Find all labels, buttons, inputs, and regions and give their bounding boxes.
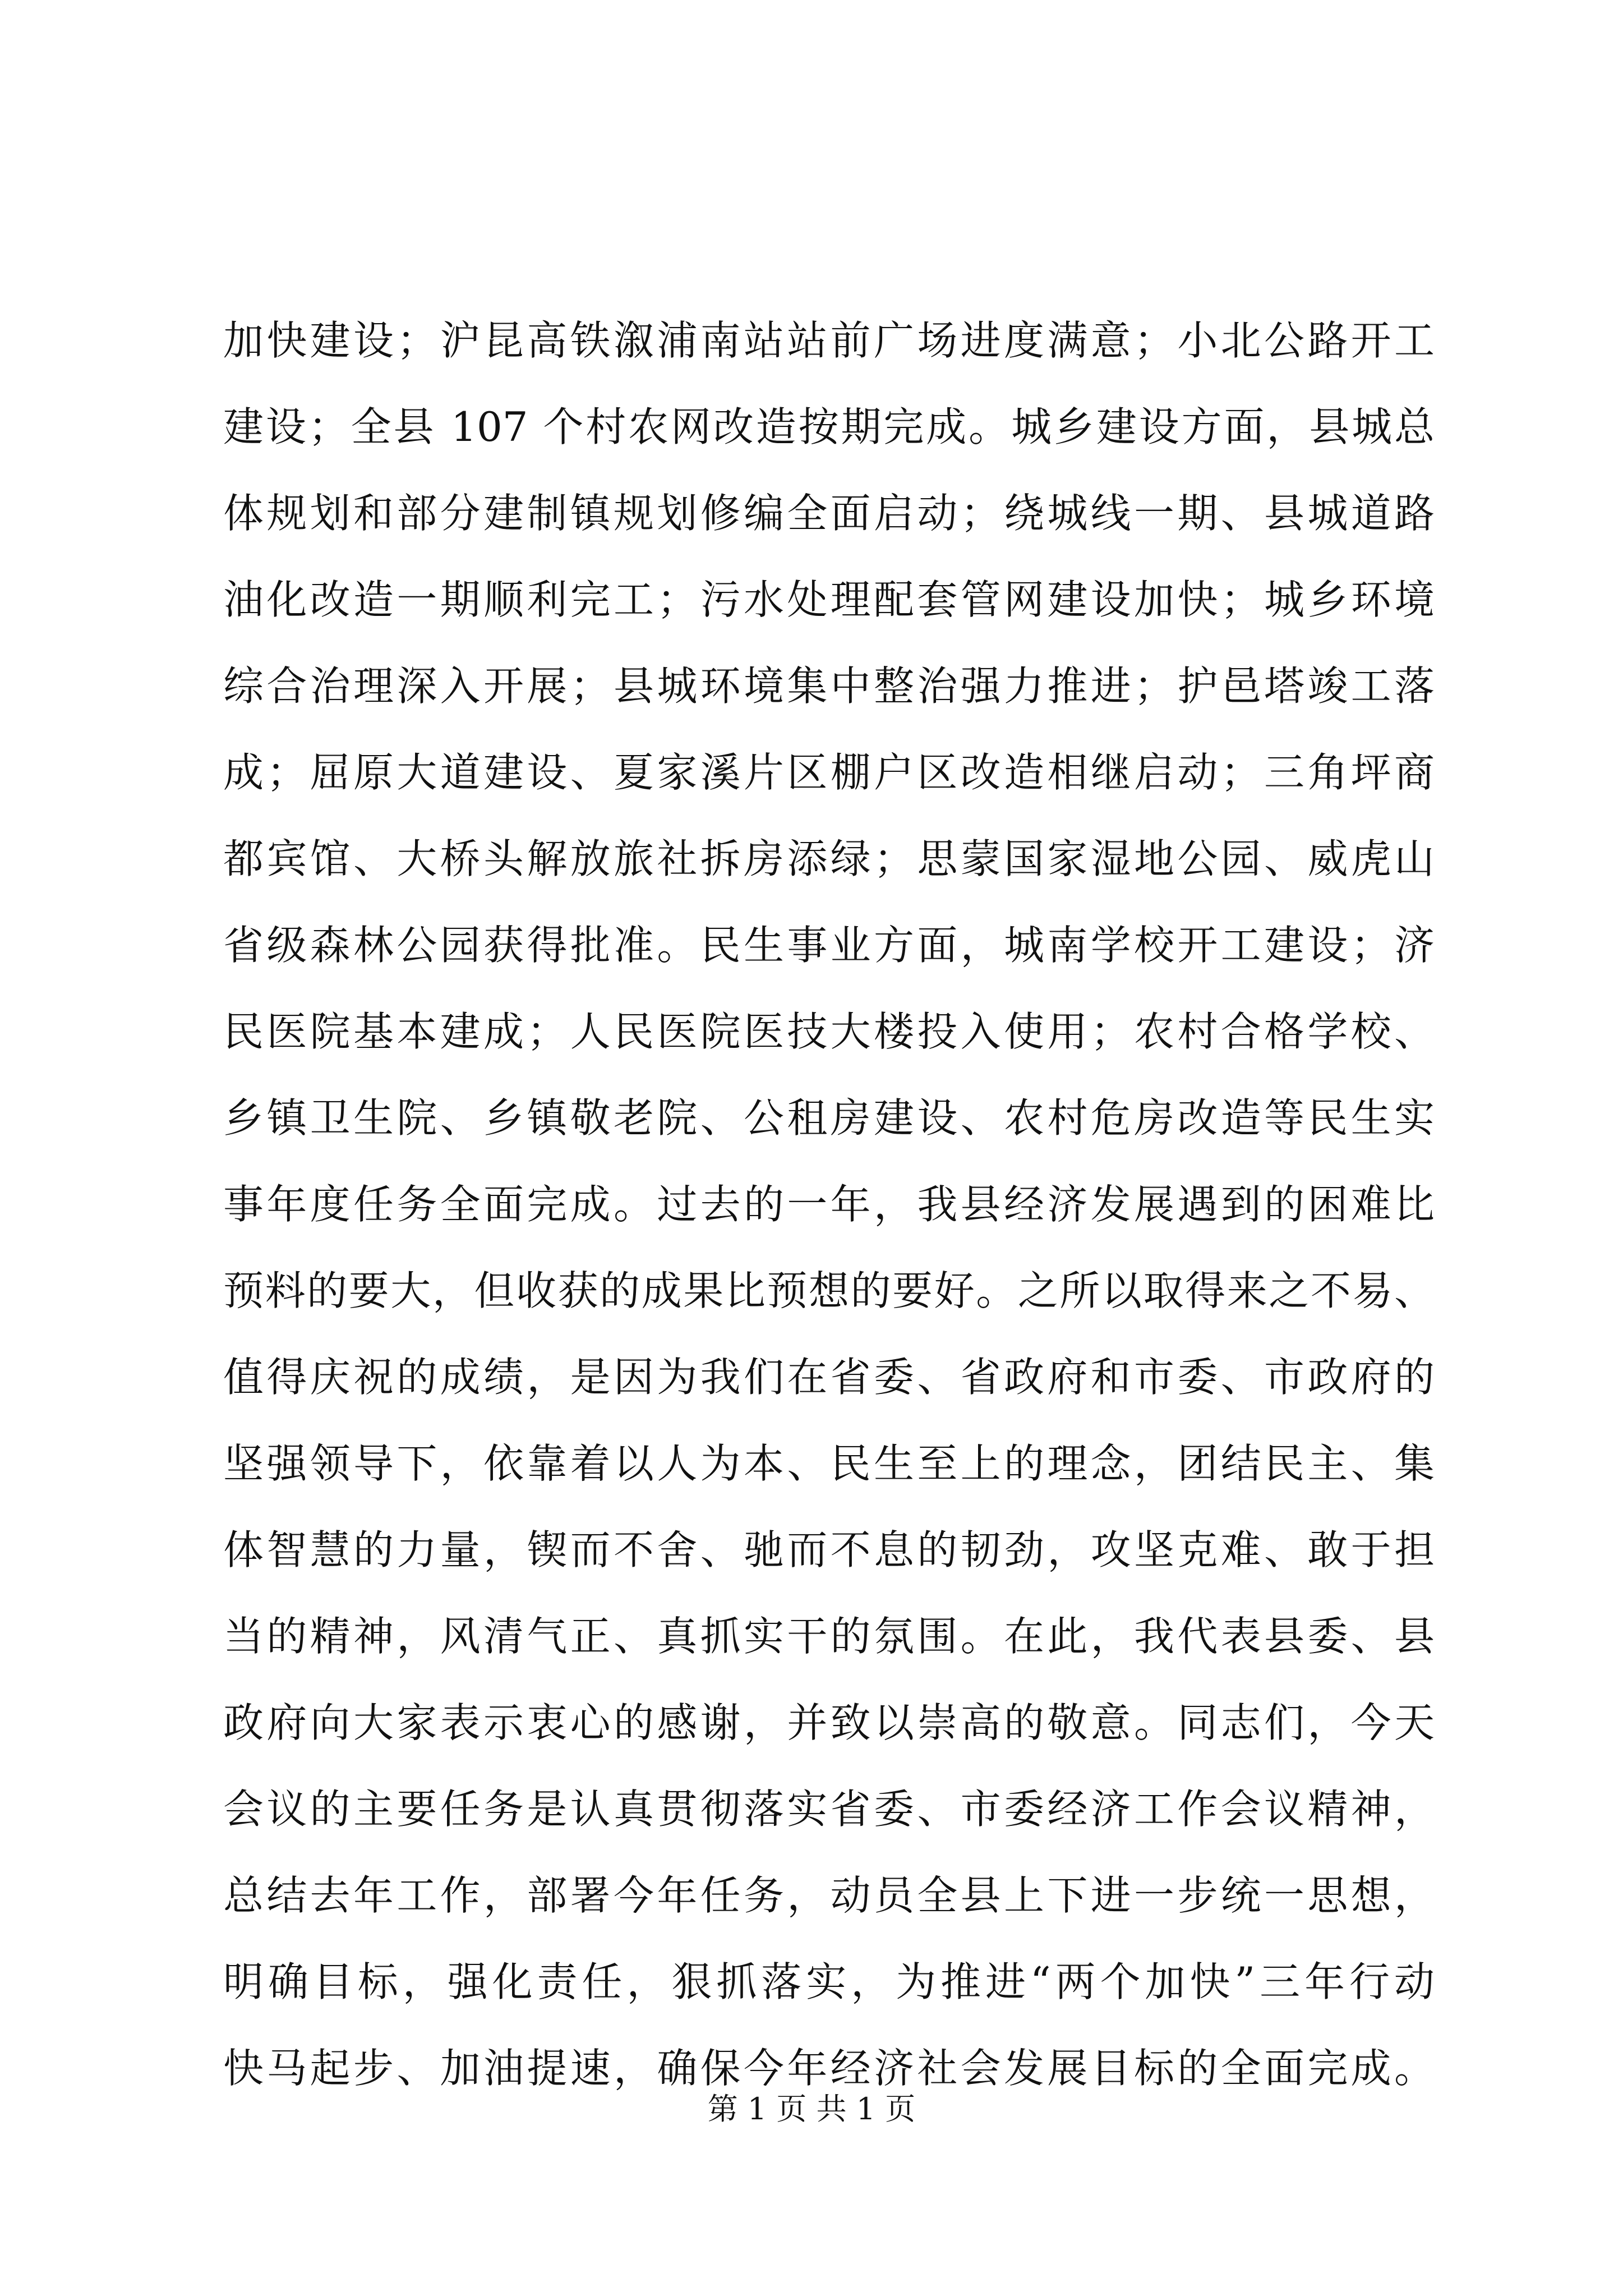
text-line: 体智慧的力量，锲而不舍、驰而不息的韧劲，攻坚克难、敢于担 (223, 1526, 1435, 1573)
text-line: 油化改造一期顺利完工；污水处理配套管网建设加快；城乡环境 (223, 576, 1435, 623)
text-line: 事年度任务全面完成。过去的一年，我县经济发展遇到的困难比 (223, 1181, 1435, 1228)
text-line: 省级森林公园获得批准。民生事业方面，城南学校开工建设；济 (223, 922, 1435, 969)
text-line: 值得庆祝的成绩，是因为我们在省委、省政府和市委、市政府的 (223, 1354, 1435, 1401)
text-line: 明确目标，强化责任，狠抓落实，为推进“两个加快”三年行动 (223, 1958, 1435, 2005)
text-line: 成；屈原大道建设、夏家溪片区棚户区改造相继启动；三角坪商 (223, 749, 1435, 796)
text-line: 政府向大家表示衷心的感谢，并致以崇高的敬意。同志们，今天 (223, 1699, 1435, 1746)
text-line: 坚强领导下，依靠着以人为本、民生至上的理念，团结民主、集 (223, 1440, 1435, 1487)
page-number-footer: 第 1 页 共 1 页 (707, 2091, 916, 2127)
body-text (223, 297, 1435, 2111)
text-line: 综合治理深入开展；县城环境集中整治强力推进；护邑塔竣工落 (223, 662, 1435, 710)
text-line: 预料的要大，但收获的成果比预想的要好。之所以取得来之不易、 (223, 1267, 1435, 1314)
text-line: 会议的主要任务是认真贯彻落实省委、市委经济工作会议精神， (223, 1786, 1435, 1833)
text-line: 乡镇卫生院、乡镇敬老院、公租房建设、农村危房改造等民生实 (223, 1094, 1435, 1142)
text-line: 加快建设；沪昆高铁溆浦南站站前广场进度满意；小北公路开工 (223, 317, 1435, 364)
text-line: 建设；全县 107 个村农网改造按期完成。城乡建设方面，县城总 (223, 403, 1435, 450)
text-line: 都宾馆、大桥头解放旅社拆房添绿；思蒙国家湿地公园、威虎山 (223, 835, 1435, 882)
text-line: 体规划和部分建制镇规划修编全面启动；绕城线一期、县城道路 (223, 490, 1435, 537)
text-line: 快马起步、加油提速，确保今年经济社会发展目标的全面完成。 (223, 2045, 1435, 2092)
text-line: 总结去年工作，部署今年任务，动员全县上下进一步统一思想， (223, 1872, 1435, 1919)
text-line: 民医院基本建成；人民医院医技大楼投入使用；农村合格学校、 (223, 1008, 1435, 1055)
text-line: 当的精神，风清气正、真抓实干的氛围。在此，我代表县委、县 (223, 1613, 1435, 1660)
